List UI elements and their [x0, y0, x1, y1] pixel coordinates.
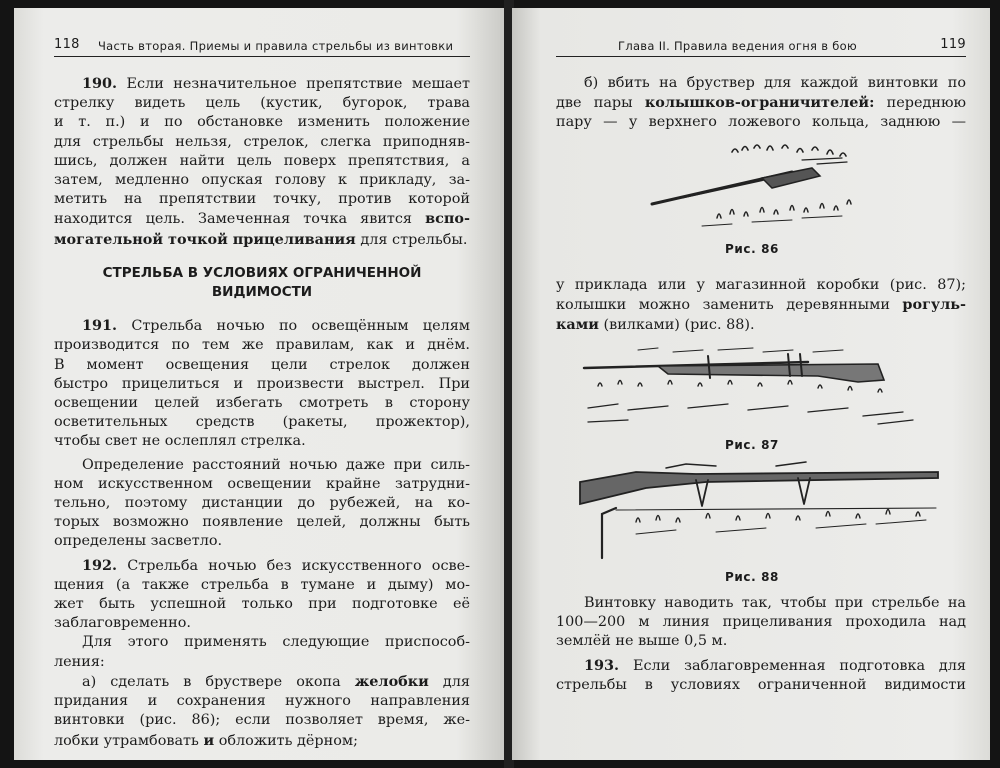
right-page: [512, 8, 990, 760]
list-item-a-line: лобки утрамбовать и обложить дёрном;: [54, 731, 358, 749]
paragraph-190-line: шись, должен найти цель поверх препятствия, а: [54, 152, 470, 169]
left-page: [14, 8, 506, 760]
paragraph-191b-line: определены засветло.: [54, 533, 223, 550]
list-item-b-line: у приклада или у магазинной коробки (рис. 87);: [556, 277, 966, 293]
paragraph-191b-line: Определение расстояний ночью даже при силь-: [82, 456, 470, 473]
left-running-header: [54, 34, 470, 57]
figure-86-illustration: [642, 138, 862, 234]
page-number: 118: [54, 37, 80, 52]
paragraph-191b-line: ном искусственном освещении крайне затрудни-: [54, 475, 470, 492]
paragraph-190-line: метить на препятствии точку, против которой: [54, 191, 470, 208]
figure-87-caption: Рис. 87: [725, 438, 779, 452]
figure-87-illustration: [578, 338, 918, 434]
paragraph-number: 193.: [584, 656, 620, 674]
list-item-a-line: придания и сохранения нужного направления: [54, 693, 470, 710]
figure-86-caption: Рис. 86: [725, 242, 779, 256]
paragraph-191b-line: торых возможно появление целей, должны быть: [54, 514, 470, 531]
paragraph-190-line: и т. п.) и по обстановке изменить положение: [54, 114, 470, 131]
left-body-text: [54, 74, 470, 751]
list-item-a-line: а) сделать в бруствере окопа желобки для: [82, 672, 470, 690]
list-item-b-line: пару — у верхнего ложевого кольца, заднюю —: [556, 114, 966, 131]
paragraph-191-line: освещении целей избегать смотреть в сторону: [54, 395, 470, 412]
paragraph-191-line: быстро прицелиться и произвести выстрел. При: [54, 375, 470, 392]
paragraph-191-line: 191. Стрельба ночью по освещённым целям: [82, 317, 470, 335]
paragraph-aim-line: землёй не выше 0,5 м.: [556, 633, 728, 650]
paragraph-192-line: 192. Стрельба ночью без искусственного осве-: [82, 556, 470, 574]
list-item-a-line: винтовки (рис. 86); если позволяет время, же-: [54, 712, 470, 729]
section-title: СТРЕЛЬБА В УСЛОВИЯХ ОГРАНИЧЕННОЙ: [102, 264, 422, 281]
figure-88-illustration: [576, 458, 946, 564]
right-body-text-top: [556, 74, 966, 133]
paragraph-193-line: 193. Если заблаговременная подготовка для: [584, 656, 966, 674]
page-number: 119: [940, 37, 966, 52]
paragraph-193-line: стрельбы в условиях ограниченной видимости: [556, 676, 966, 693]
paragraph-191-line: производится по тем же правилам, как и днём.: [54, 337, 470, 354]
paragraph-190-line: находится цель. Замеченная точка явится вспо-: [54, 210, 470, 228]
list-item-b-line: б) вбить на бруствер для каждой винтовки по: [584, 75, 966, 91]
paragraph-192-line: щения (а также стрельба в тумане и дыму) мо-: [54, 576, 470, 593]
paragraph-190-line: затем, медленно опуская голову к прикладу, за-: [54, 172, 470, 189]
paragraph-191-line: осветительных средств (ракеты, прожектор),: [54, 414, 470, 431]
paragraph-191-line: В момент освещения цели стрелок должен: [54, 356, 470, 373]
list-item-b-line: ками (вилками) (рис. 88).: [556, 316, 755, 334]
paragraph-191b-line: тельно, поэтому дистанции до рубежей, на ко-: [54, 495, 470, 512]
right-body-text-bottom: [556, 594, 966, 695]
paragraph-192-line: заблаговременно.: [54, 615, 191, 632]
right-running-header: [556, 34, 966, 57]
paragraph-191-line: чтобы свет не ослеплял стрелка.: [54, 433, 306, 450]
paragraph-aim-line: Винтовку наводить так, чтобы при стрельбе на: [584, 595, 966, 611]
paragraph-192-line: жет быть успешной только при подготовке её: [54, 596, 470, 613]
running-head: Часть вторая. Приемы и правила стрельбы из винтовки: [98, 39, 454, 53]
paragraph-number: 192.: [82, 556, 118, 574]
list-item-b-line: две пары колышков-ограничителей: переднюю: [556, 94, 967, 112]
running-head: Глава II. Правила ведения огня в бою: [618, 39, 857, 53]
paragraph-192b-line: ления:: [54, 653, 105, 670]
paragraph-190-line: 190. Если незначительное препятствие мешает: [82, 75, 470, 92]
right-body-text-middle: [556, 276, 966, 336]
list-item-b-line: колышки можно заменить деревянными рогуль-: [556, 296, 966, 314]
paragraph-number: 191.: [82, 317, 118, 335]
paragraph-190-line: могательной точкой прицеливания для стрельбы.: [54, 230, 468, 248]
paragraph-number: 190.: [82, 75, 118, 92]
paragraph-190-line: стрелку видеть цель (кустик, бугорок, трава: [54, 95, 470, 112]
paragraph-192b-line: Для этого применять следующие приспособ-: [82, 634, 470, 651]
section-title: ВИДИМОСТИ: [211, 284, 313, 301]
paragraph-aim-line: 100—200 м линия прицеливания проходила над: [556, 614, 966, 631]
figure-88-caption: Рис. 88: [725, 570, 779, 584]
paragraph-190-line: для стрельбы нельзя, стрелок, слегка приподняв-: [54, 133, 470, 150]
